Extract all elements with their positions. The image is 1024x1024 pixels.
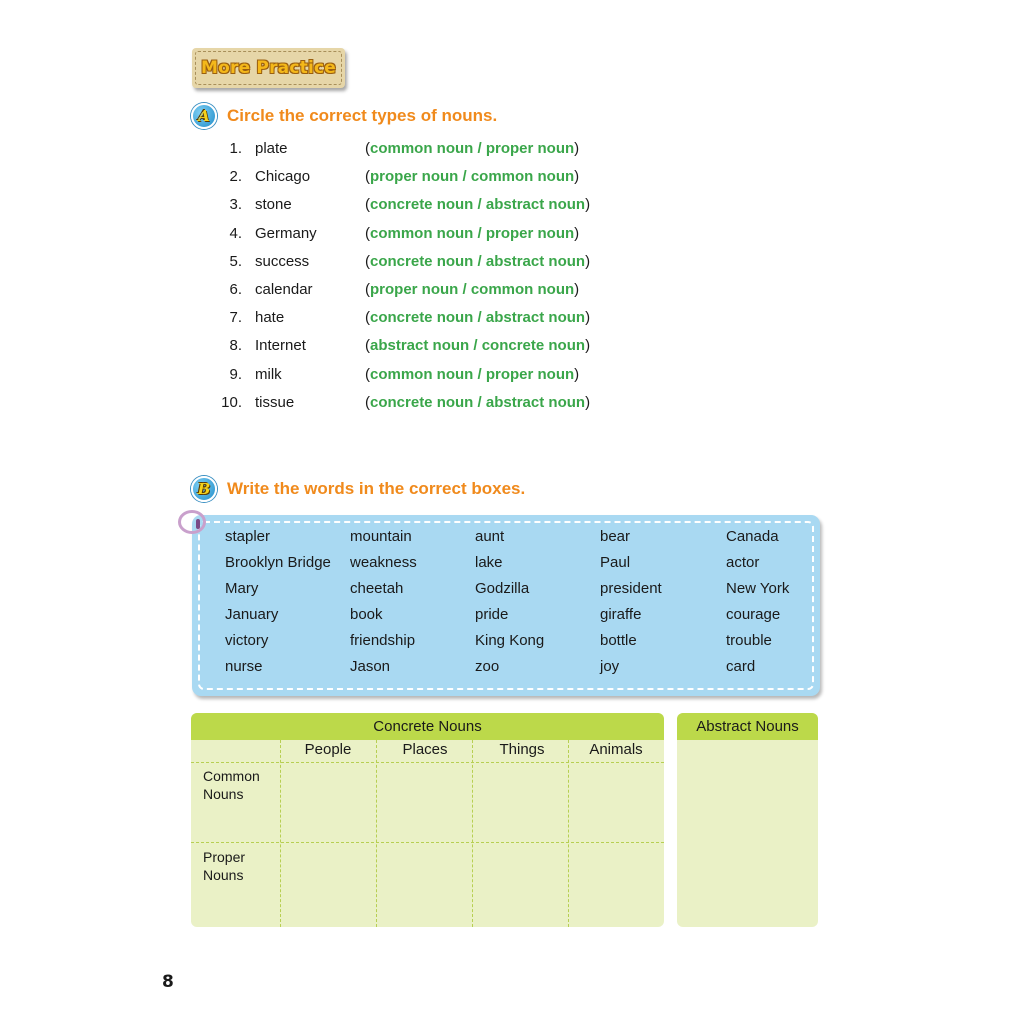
word-bank-word: actor (726, 554, 760, 571)
choice-option-1[interactable]: abstract noun (370, 337, 470, 355)
item-choice: (common noun / proper noun) (365, 365, 580, 383)
choice-option-1[interactable]: proper noun (370, 281, 459, 298)
column-header-things: Things (499, 741, 545, 758)
item-choice: (concrete noun / abstract noun) (365, 393, 591, 411)
word-bank-word: friendship (350, 632, 416, 649)
exercise-a-item (210, 363, 630, 387)
word-bank-word: victory (225, 632, 269, 649)
item-word: hate (255, 309, 285, 327)
word-bank-word: giraffe (600, 606, 642, 623)
choice-option-2[interactable]: proper noun (485, 365, 575, 383)
item-choice: (abstract noun / concrete noun) (365, 337, 591, 355)
choice-option-2[interactable]: common noun (470, 168, 575, 186)
item-number: 8. (229, 337, 242, 355)
item-word: Germany (255, 224, 317, 242)
word-bank-word: January (225, 606, 279, 623)
word-bank-word: president (600, 580, 662, 597)
section-a-title: Circle the correct types of nouns. (227, 106, 498, 125)
column-header-places: Places (402, 741, 448, 758)
more-practice-badge (192, 48, 345, 88)
choice-option-2[interactable]: abstract noun (485, 309, 586, 327)
grid-line (191, 842, 664, 843)
item-choice: (proper noun / common noun) (365, 168, 580, 186)
word-bank-word: pride (475, 606, 509, 623)
item-choice: (concrete noun / abstract noun) (365, 196, 591, 214)
column-header-animals: Animals (589, 741, 643, 758)
exercise-a-item (210, 193, 630, 217)
choice-option-2[interactable]: concrete noun (481, 337, 586, 355)
exercise-a-item (210, 165, 630, 189)
grid-line (568, 740, 569, 927)
exercise-a-item (210, 222, 630, 246)
word-bank-word: courage (726, 606, 781, 623)
word-bank-word: bottle (600, 632, 637, 649)
item-word: calendar (255, 281, 313, 298)
section-b-icon: B (191, 476, 217, 502)
choice-option-2[interactable]: abstract noun (485, 196, 586, 214)
abstract-nouns-title: Abstract Nouns (677, 713, 818, 740)
choice-option-1[interactable]: common noun (370, 224, 474, 242)
choice-option-2[interactable]: proper noun (485, 140, 575, 157)
word-bank-word: King Kong (475, 632, 545, 649)
word-bank-word: bear (600, 528, 631, 545)
choice-option-1[interactable]: proper noun (370, 168, 459, 186)
section-a-header (191, 103, 497, 129)
item-word: tissue (255, 393, 295, 411)
word-bank-word: mountain (350, 528, 412, 545)
exercise-a-item (210, 306, 630, 330)
exercise-a-item (210, 250, 630, 274)
item-word: plate (255, 140, 288, 157)
item-choice: (common noun / proper noun) (365, 224, 580, 242)
word-bank-word: lake (475, 554, 503, 571)
page-number: 8 (162, 972, 174, 992)
word-bank-word: Jason (350, 658, 391, 675)
item-number: 7. (229, 309, 242, 327)
item-choice: (concrete noun / abstract noun) (365, 309, 591, 327)
word-bank-word: zoo (475, 658, 500, 675)
word-bank-word: weakness (350, 554, 417, 571)
grid-line (376, 740, 377, 927)
exercise-a-item (210, 334, 630, 358)
item-word: stone (255, 196, 292, 214)
word-bank-word: joy (600, 658, 620, 675)
item-choice: (proper noun / common noun) (365, 281, 580, 298)
item-word: milk (255, 365, 282, 383)
word-bank-word: Mary (225, 580, 259, 597)
row-header-common-nouns: Common Nouns (203, 768, 260, 802)
word-bank-word: stapler (225, 528, 271, 545)
item-number: 2. (229, 168, 242, 186)
word-bank-word: Brooklyn Bridge (225, 554, 331, 571)
word-bank-word: Godzilla (475, 580, 530, 597)
word-bank-word: Canada (726, 528, 779, 545)
word-bank-word: trouble (726, 632, 772, 649)
choice-option-1[interactable]: concrete noun (370, 393, 474, 411)
word-bank-word: book (350, 606, 383, 623)
item-word: Chicago (255, 168, 311, 186)
item-number: 5. (229, 252, 242, 270)
item-number: 1. (229, 140, 242, 157)
choice-option-1[interactable]: concrete noun (370, 309, 474, 327)
grid-line (280, 740, 281, 927)
badge-label: More Practice (201, 58, 336, 78)
item-number: 9. (229, 365, 242, 383)
choice-option-1[interactable]: common noun (370, 140, 474, 157)
row-header-proper-nouns: Proper Nouns (203, 849, 246, 883)
item-choice: (concrete noun / abstract noun) (365, 252, 591, 270)
word-bank-word: Paul (600, 554, 631, 571)
choice-option-1[interactable]: common noun (370, 365, 474, 383)
item-number: 3. (229, 196, 242, 214)
item-number: 6. (229, 281, 242, 298)
binder-ring-icon (178, 510, 206, 534)
column-header-people: People (304, 741, 352, 758)
exercise-a-item (210, 137, 630, 161)
item-choice: (common noun / proper noun) (365, 140, 580, 157)
item-number: 4. (229, 224, 242, 242)
word-bank-word: card (726, 658, 756, 675)
word-bank-word: cheetah (350, 580, 404, 597)
item-number: 10. (221, 393, 242, 411)
grid-line (472, 740, 473, 927)
grid-line (191, 762, 664, 763)
choice-option-2[interactable]: proper noun (485, 224, 575, 242)
section-b-title: Write the words in the correct boxes. (227, 479, 526, 498)
exercise-a-item (210, 278, 630, 302)
section-a-icon: A (191, 103, 217, 129)
choice-option-1[interactable]: concrete noun (370, 196, 474, 214)
word-bank-word: nurse (225, 658, 263, 675)
choice-option-2[interactable]: common noun (470, 281, 575, 298)
word-bank-word: New York (726, 580, 790, 597)
item-word: Internet (255, 337, 306, 355)
item-word: success (255, 252, 310, 270)
choice-option-1[interactable]: concrete noun (370, 252, 474, 270)
choice-option-2[interactable]: abstract noun (485, 252, 586, 270)
word-bank-word: aunt (475, 528, 505, 545)
section-b-header (191, 476, 525, 502)
abstract-nouns-table (677, 713, 818, 927)
concrete-nouns-title: Concrete Nouns (191, 713, 664, 740)
choice-option-2[interactable]: abstract noun (485, 393, 586, 411)
exercise-a-item (210, 391, 630, 415)
